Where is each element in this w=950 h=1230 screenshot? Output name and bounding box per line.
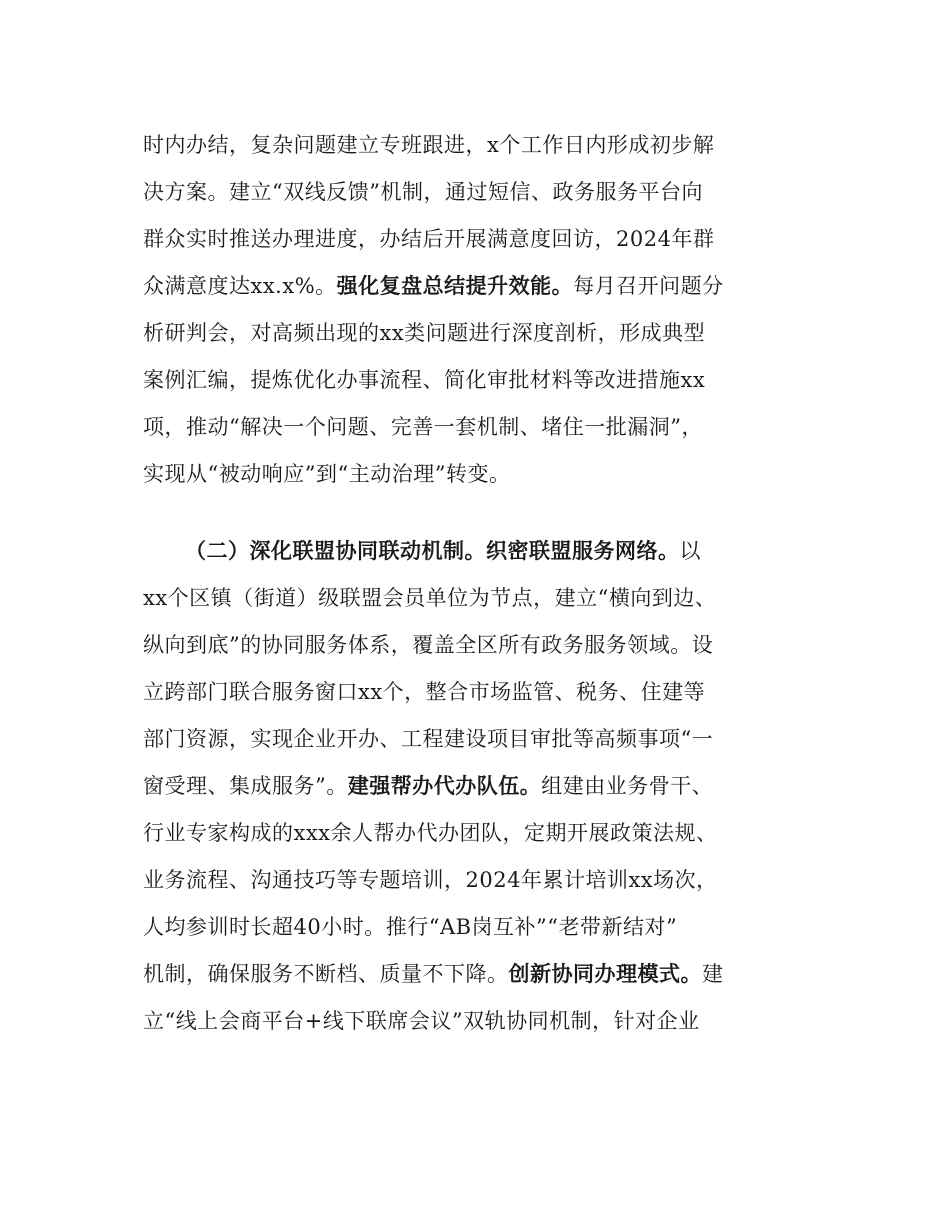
text-line [143, 998, 813, 1045]
text-segment: 群众实时推送办理进度，办结后开展满意度回访，2024年群 [143, 227, 715, 251]
text-line [143, 216, 813, 263]
bold-heading: 强化复盘总结提升效能。 [336, 274, 574, 298]
bold-heading: 建强帮办代办队伍。 [347, 774, 542, 798]
text-line [143, 528, 813, 575]
text-segment: 行业专家构成的xxx余人帮办代办团队，定期开展政策法规、 [143, 821, 718, 845]
text-segment: 项，推动“解决一个问题、完善一套机制、堵住一批漏洞”， [143, 415, 703, 439]
text-segment: xx个区镇（街道）级联盟会员单位为节点，建立“横向到边、 [143, 586, 717, 610]
text-segment: 人均参训时长超40小时。推行“AB岗互补”“老带新结对” [143, 915, 678, 939]
text-segment: 窗受理、集成服务”。 [143, 774, 348, 798]
document-body [143, 122, 813, 1045]
paragraph-1 [143, 122, 813, 498]
text-line [143, 904, 813, 951]
text-line [143, 622, 813, 669]
text-line [143, 404, 813, 451]
text-segment: 机制，确保服务不断档、质量不下降。 [143, 962, 509, 986]
text-line [143, 716, 813, 763]
text-line [143, 122, 813, 169]
text-segment: 案例汇编，提炼优化办事流程、简化审批材料等改进措施xx [143, 368, 706, 392]
text-segment: 析研判会，对高频出现的xx类问题进行深度剖析，形成典型 [143, 321, 706, 345]
text-line [143, 451, 813, 498]
text-segment: 立跨部门联合服务窗口xx个，整合市场监管、税务、住建等 [143, 680, 706, 704]
text-segment: 时内办结，复杂问题建立专班跟进，x个工作日内形成初步解 [143, 133, 715, 157]
text-line [143, 310, 813, 357]
paragraph-gap [143, 498, 813, 528]
text-segment: 决方案。建立“双线反馈”机制，通过短信、政务服务平台向 [143, 180, 703, 204]
bold-heading: 创新协同办理模式。 [508, 962, 702, 986]
text-segment: 组建由业务骨干、 [541, 774, 714, 798]
text-line [143, 263, 813, 310]
text-line [143, 951, 813, 998]
text-segment: 以 [679, 539, 701, 563]
bold-heading: （二）深化联盟协同联动机制。织密联盟服务网络。 [185, 539, 680, 563]
text-line [143, 763, 813, 810]
text-segment: 立“线上会商平台+线下联席会议”双轨协同机制，针对企业 [143, 1009, 700, 1033]
text-segment: 纵向到底”的协同服务体系，覆盖全区所有政务服务领域。设 [143, 633, 714, 657]
text-line [143, 357, 813, 404]
text-segment: 众满意度达xx.x%。 [143, 274, 337, 298]
text-line [143, 169, 813, 216]
text-segment: 业务流程、沟通技巧等专题培训，2024年累计培训xx场次， [143, 868, 718, 892]
text-line [143, 810, 813, 857]
paragraph-2 [143, 528, 813, 1045]
text-segment: 每月召开问题分 [573, 274, 724, 298]
text-line [143, 669, 813, 716]
text-segment: 实现从“被动响应”到“主动治理”转变。 [143, 462, 511, 486]
text-segment: 建 [702, 962, 724, 986]
text-line [143, 575, 813, 622]
text-segment: 部门资源，实现企业开办、工程建设项目审批等高频事项“一 [143, 727, 714, 751]
text-line [143, 857, 813, 904]
